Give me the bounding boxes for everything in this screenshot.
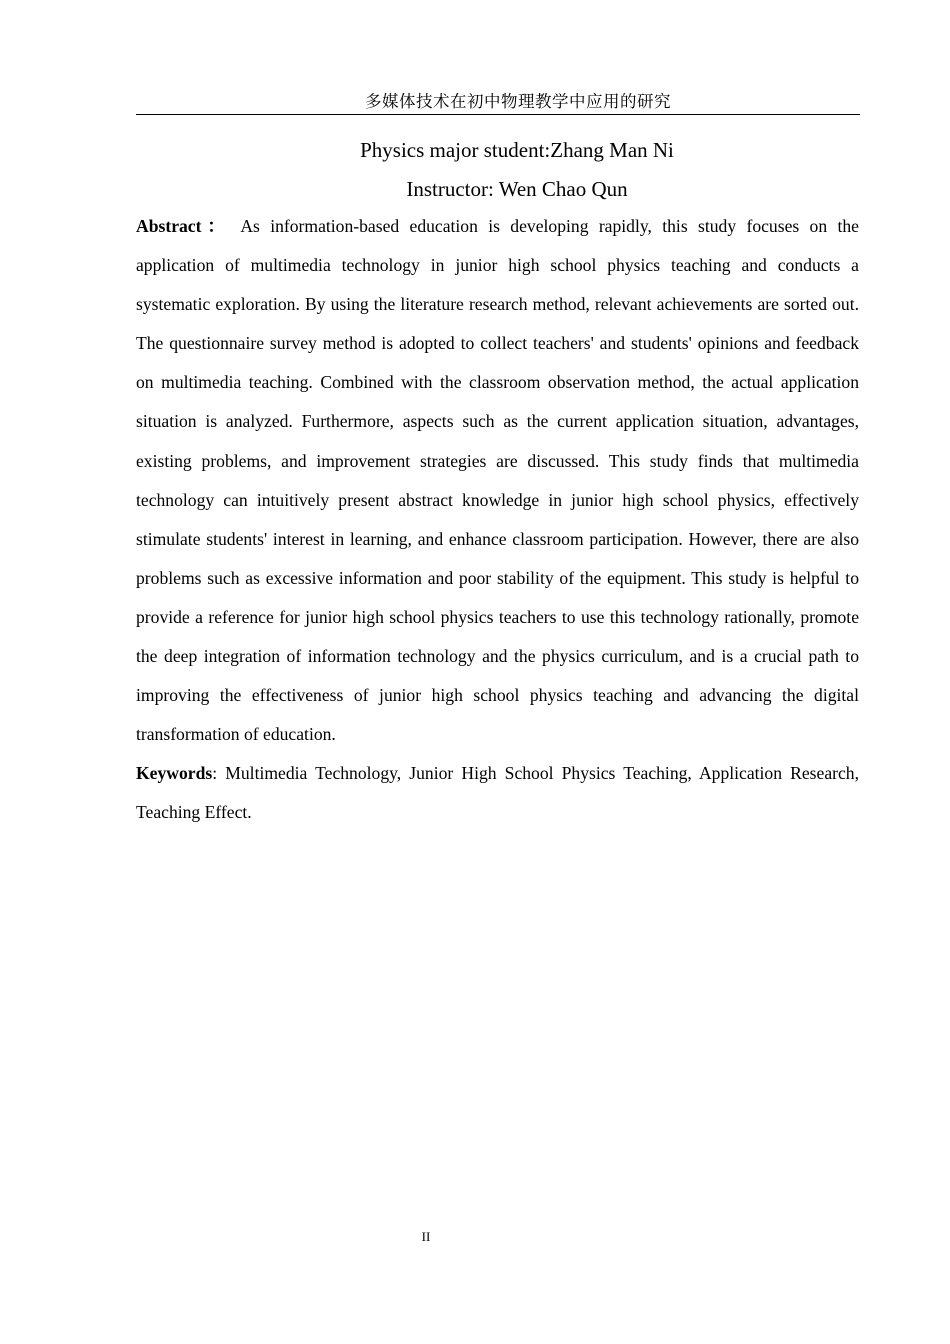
instructor-line: Instructor: Wen Chao Qun	[406, 177, 628, 201]
keywords-label: Keywords	[136, 763, 213, 783]
running-header	[136, 88, 860, 115]
abstract-text: As information-based education is developing rapidly, this study focuses on the application of multimedia technology in junior high school physics teaching and conducts a systematic exploration. By using the literature research method, relevant achievements are sorted out. The questionnaire survey method is adopted to collect teachers' and students' opinions and feedback on multimedia teaching. Combined with the classroom observation method, the actual application situation is analyzed. Furthermore, aspects such as the current application situation, advantages, existing problems, and improvement strategies are discussed. This study finds that multimedia technology can intuitively present abstract knowledge in junior high school physics, effectively stimulate students' interest in learning, and enhance classroom participation. However, there are also problems such as excessive information and poor stability of the equipment. This study is helpful to provide a reference for junior high school physics teachers to use this technology rationally, promote the deep integration of information technology and the physics curriculum, and is a crucial path to improving the effectiveness of junior high school physics teaching and advancing the digital transformation of education.	[136, 216, 859, 745]
student-author-line: Physics major student:Zhang Man Ni	[360, 138, 674, 162]
running-header-title: 多媒体技术在初中物理教学中应用的研究	[365, 92, 671, 111]
abstract-label: Abstract：	[136, 216, 231, 236]
page-number: II	[421, 1229, 431, 1244]
keywords-paragraph	[136, 754, 859, 832]
abstract-paragraph	[136, 207, 859, 754]
keywords-text: Multimedia Technology, Junior High School Physics Teaching, Application Research, Teaching Effect.	[136, 763, 859, 822]
keywords-separator: :	[212, 763, 218, 783]
